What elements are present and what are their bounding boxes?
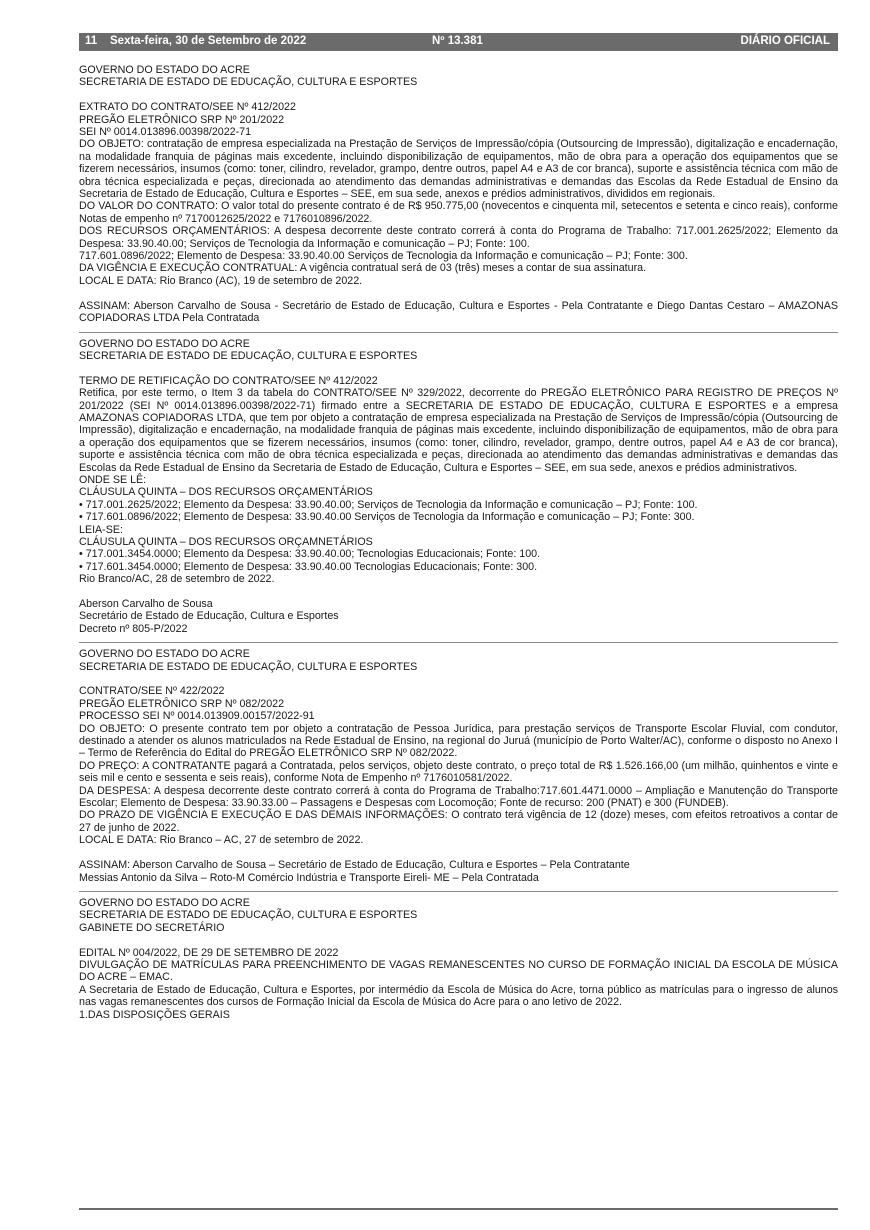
government-heading: GOVERNO DO ESTADO DO ACRE bbox=[79, 64, 250, 76]
document-body bbox=[79, 64, 838, 1021]
valor-paragraph: DO VALOR DO CONTRATO: O valor total do presente contrato é de R$ 950.775,00 (novecentos e cinquenta mil, setecentos e setenta e cinco reais), conforme Notas de empenho nº 7170012625/2022 e 7176010896/2022. bbox=[79, 200, 838, 225]
sei-line: SEI Nº 0014.013896.00398/2022-71 bbox=[79, 126, 252, 139]
secretariat-heading: SECRETARIA DE ESTADO DE EDUCAÇÃO, CULTURA E ESPORTES bbox=[79, 909, 418, 922]
page-header-bar bbox=[79, 33, 838, 51]
secretariat-heading: SECRETARIA DE ESTADO DE EDUCAÇÃO, CULTURA E ESPORTES bbox=[79, 349, 418, 362]
signatory-decree: Decreto nº 805-P/2022 bbox=[79, 622, 188, 635]
onde-se-le-label: ONDE SE LÊ: bbox=[79, 473, 147, 486]
processo-line: PROCESSO SEI Nº 0014.013909.00157/2022-91 bbox=[79, 710, 315, 723]
assinam-contratada: Messias Antonio da Silva – Roto-M Comércio Indústria e Transporte Eireli- ME – Pela Contratada bbox=[79, 871, 539, 884]
section-contrato-422 bbox=[79, 648, 838, 884]
government-heading: GOVERNO DO ESTADO DO ACRE bbox=[79, 896, 250, 909]
government-heading: GOVERNO DO ESTADO DO ACRE bbox=[79, 337, 250, 350]
section-title: TERMO DE RETIFICAÇÃO DO CONTRATO/SEE Nº 412/2022 bbox=[79, 374, 378, 387]
section-termo-retificacao bbox=[79, 338, 838, 636]
secretariat-heading: SECRETARIA DE ESTADO DE EDUCAÇÃO, CULTURA E ESPORTES bbox=[79, 660, 418, 673]
date-line: Rio Branco/AC, 28 de setembro de 2022. bbox=[79, 573, 275, 586]
section-extrato-contrato-412 bbox=[79, 64, 838, 325]
leia-se-label: LEIA-SE: bbox=[79, 523, 123, 536]
journal-name: DIÁRIO OFICIAL bbox=[740, 35, 830, 47]
preco-paragraph: DO PREÇO: A CONTRATANTE pagará a Contratada, pelos serviços, objeto deste contrato, o preço total de R$ 1.526.166,00 (um milhão, quinhentos e vinte e seis mil e cento e sessenta e seis reais), conforme Nota de Empenho nº 7176010581/2022. bbox=[79, 759, 838, 785]
disposicoes-heading: 1.DAS DISPOSIÇÕES GERAIS bbox=[79, 1008, 230, 1021]
pregao-line: PREGÃO ELETRÔNICO SRP Nº 082/2022 bbox=[79, 697, 285, 710]
list-item: • 717.001.3454.0000; Elemento da Despesa: 33.90.40.00; Tecnologias Educacionais; Fonte: 100. bbox=[79, 548, 541, 561]
local-data-line: LOCAL E DATA: Rio Branco – AC, 27 de setembro de 2022. bbox=[79, 834, 364, 847]
list-item: • 717.001.2625/2022; Elemento da Despesa: 33.90.40.00; Serviços de Tecnologia da Informação e comunicação – PJ; Fonte: 100. bbox=[79, 498, 698, 511]
section-divider bbox=[79, 332, 838, 333]
issue-date: Sexta-feira, 30 de Setembro de 2022 bbox=[110, 35, 307, 47]
issue-number: Nº 13.381 bbox=[432, 35, 483, 47]
despesa-paragraph: DA DESPESA: A despesa decorrente deste contrato correrá à conta do Programa de Trabalho:717.601.4471.0000 – Ampliação e Manutenção do Transporte Escolar; Elemento de Despesa: 33.90.33.00 – Passagens e Despesas com Locomoção; Fonte de recurso: 200 (PNAT) e 300 (FUNDEB). bbox=[79, 784, 838, 810]
government-heading: GOVERNO DO ESTADO DO ACRE bbox=[79, 648, 250, 661]
list-item: • 717.601.0896/2022; Elemento de Despesa: 33.90.40.00 Serviços de Tecnologia da Informação e comunicação – PJ; Fonte: 300. bbox=[79, 511, 695, 524]
assinam-contratante: ASSINAM: Aberson Carvalho de Sousa – Secretário de Estado de Educação, Cultura e Esportes – Pela Contratante bbox=[79, 859, 630, 872]
clausula-heading: CLÁUSULA QUINTA – DOS RECURSOS ORÇAMNETÁRIOS bbox=[79, 535, 373, 548]
section-title: EDITAL Nº 004/2022, DE 29 DE SETEMBRO DE 2022 bbox=[79, 946, 339, 959]
objeto-paragraph: DO OBJETO: O presente contrato tem por objeto a contratação de Pessoa Jurídica, para prestação serviços de Transporte Escolar Fluvial, com condutor, destinado a atender os alunos matriculados na Rede Estadual de Ensino, na regional do Juruá (município de Porto Walter/AC), conforme o disposto no Anexo I – Termo de Referência do Edital do PREGÃO ELETRÔNICO SRP Nº 082/2022. bbox=[79, 722, 838, 760]
section-divider bbox=[79, 642, 838, 643]
signatory-role: Secretário de Estado de Educação, Cultura e Esportes bbox=[79, 610, 339, 623]
section-edital-004 bbox=[79, 897, 838, 1021]
section-title: CONTRATO/SEE Nº 422/2022 bbox=[79, 685, 225, 698]
retificacao-body: Retifica, por este termo, o Item 3 da tabela do CONTRATO/SEE Nº 329/2022, decorrente do PREGÃO ELETRÔNICO PARA REGISTRO DE PREÇOS Nº 201/2022 (SEI Nº 0014.013896.00398/2022-71) firmado entre a SECRETARIA DE ESTADO DE EDUCAÇÃO, CULTURA E ESPORTES e a empresa AMAZONAS COPIADORAS LTDA, que tem por objeto a contratação de empresa especializada na Prestação de Serviços de Impressão/cópia (Outsourcing de Impressão), digitalização e encadernação, na modalidade franquia de páginas mais excedente, incluindo disponibilização de equipamentos, mão de obra para a operação dos equipamentos que se fizerem necessários, insumos (como: toner, cilindro, revelador, grampo, dentre outros, papel A4 e A3 de cor branca), suporte e assistência técnica com mão de obra técnica especializada e peças, direcionada ao atendimento das demandas administrativas e demandas das Escolas da Rede Estadual de Ensino da Secretaria de Estado de Educação, Cultura e Esportes – SEE, em sua sede, anexos e prédios administrativos. bbox=[79, 387, 838, 474]
prazo-paragraph: DO PRAZO DE VIGÊNCIA E EXECUÇÃO E DAS DEMAIS INFORMAÇÕES: O contrato terá vigência de 12 (doze) meses, com efeitos retroativos a contar de 27 de junho de 2022. bbox=[79, 809, 838, 834]
objeto-paragraph: DO OBJETO: contratação de empresa especializada na Prestação de Serviços de Impressão/cópia (Outsourcing de Impressão), digitalização e encadernação, na modalidade franquia de páginas mais excedente, incluindo disponibilização de equipamentos, mão de obra para a operação dos equipamentos que se fizerem necessários, insumos (como: toner, cilindro, revelador, grampo, dentre outros, papel A4 e A3 de cor branca), suporte e assistência técnica com mão de obra técnica especializada e peças, direcionada ao atendimento das demandas administrativas e demandas das Escolas da Rede Estadual de Ensino da Secretaria de Estado de Educação, Cultura e Esportes – SEE, em sua sede, anexos e prédios administrativos, divididos em regionais. bbox=[79, 138, 838, 201]
section-divider bbox=[79, 891, 838, 892]
local-data-line: LOCAL E DATA: Rio Branco (AC), 19 de setembro de 2022. bbox=[79, 274, 363, 287]
gabinete-heading: GABINETE DO SECRETÁRIO bbox=[79, 921, 225, 934]
signatory-name: Aberson Carvalho de Sousa bbox=[79, 598, 213, 610]
section-title: EXTRATO DO CONTRATO/SEE Nº 412/2022 bbox=[79, 101, 296, 114]
pregao-line: PREGÃO ELETRÔNICO SRP Nº 201/2022 bbox=[79, 113, 285, 126]
clausula-heading: CLÁUSULA QUINTA – DOS RECURSOS ORÇAMENTÁRIOS bbox=[79, 486, 373, 499]
bottom-rule bbox=[79, 1208, 838, 1210]
list-item: • 717.601.3454.0000; Elemento de Despesa: 33.90.40.00 Tecnologias Educacionais; Fonte: 300. bbox=[79, 560, 538, 573]
divulgacao-heading: DIVULGAÇÃO DE MATRÍCULAS PARA PREENCHIMENTO DE VAGAS REMANESCENTES NO CURSO DE FORMAÇÃO INICIAL DA ESCOLA DE MÚSICA DO ACRE – EMAC. bbox=[79, 958, 838, 984]
edital-body: A Secretaria de Estado de Educação, Cultura e Esportes, por intermédio da Escola de Música do Acre, torna público as matrículas para o ingresso de alunos nas vagas remanescentes dos cursos de Formação Inicial da Escola de Música do Acre para o ano letivo de 2022. bbox=[79, 983, 838, 1009]
recursos-line-2: 717.601.0896/2022; Elemento de Despesa: 33.90.40.00 Serviços de Tecnologia da Informação e comunicação – PJ; Fonte: 300. bbox=[79, 250, 688, 263]
recursos-paragraph: DOS RECURSOS ORÇAMENTÁRIOS: A despesa decorrente deste contrato correrá à conta do Programa de Trabalho: 717.001.2625/2022; Elemento da Despesa: 33.90.40.00; Serviços de Tecnologia da Informação e comunicação – PJ; Fonte: 100. bbox=[79, 225, 838, 250]
page-number: 11 bbox=[85, 35, 98, 47]
vigencia-paragraph: DA VIGÊNCIA E EXECUÇÃO CONTRATUAL: A vigência contratual será de 03 (três) meses a contar de sua assinatura. bbox=[79, 262, 647, 275]
secretariat-heading: SECRETARIA DE ESTADO DE EDUCAÇÃO, CULTURA E ESPORTES bbox=[79, 76, 418, 89]
assinam-paragraph: ASSINAM: Aberson Carvalho de Sousa - Secretário de Estado de Educação, Cultura e Esportes - Pela Contratante e Diego Dantas Cestaro – AMAZONAS COPIADORAS LTDA Pela Contratada bbox=[79, 299, 838, 325]
